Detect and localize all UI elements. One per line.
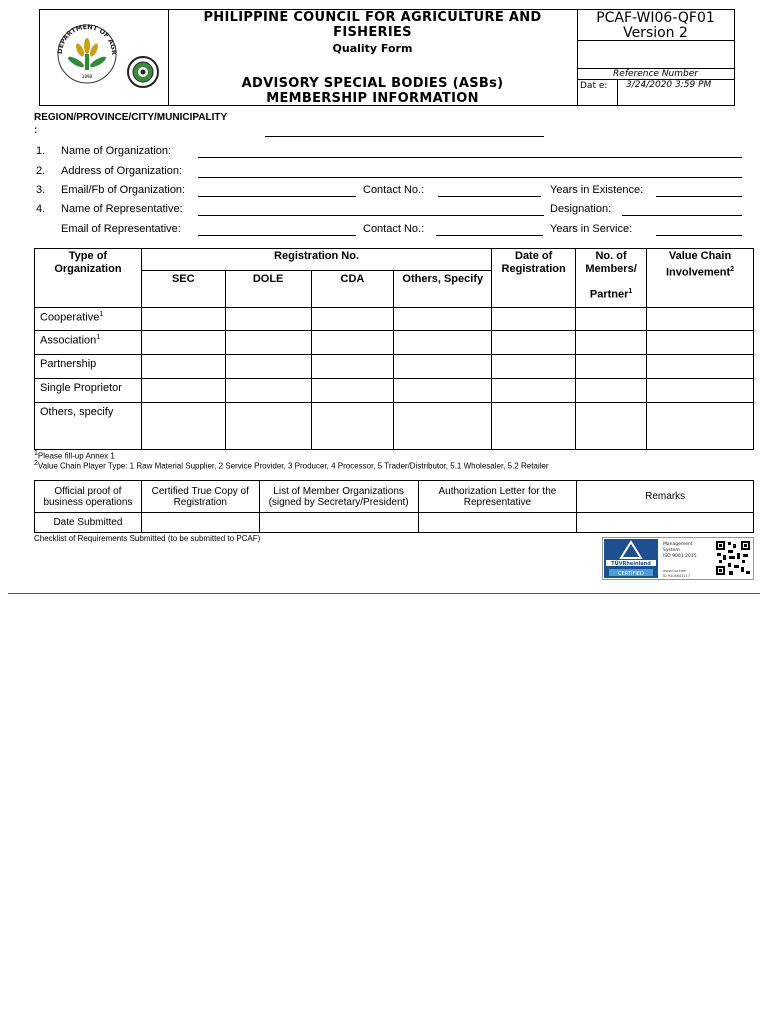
organization-email-line[interactable] [198, 196, 356, 197]
table-cell[interactable] [141, 379, 225, 403]
designation-line[interactable] [622, 215, 742, 216]
region-input-line[interactable] [265, 136, 544, 137]
checklist-col-business-proof: Official proof of business operations [35, 481, 142, 513]
table-cell[interactable] [394, 379, 492, 403]
item-number-2: 2. [36, 165, 46, 177]
svg-text:ID 9108643217: ID 9108643217 [663, 574, 691, 578]
svg-text:System: System [663, 548, 680, 553]
table-cell[interactable] [492, 308, 576, 331]
table-cell[interactable] [394, 308, 492, 331]
table-cell[interactable] [394, 331, 492, 355]
representative-email-label: Email of Representative: [61, 223, 181, 235]
organization-contact-label: Contact No.: [363, 184, 425, 196]
header-title-cell [168, 10, 578, 105]
table-cell[interactable] [311, 403, 394, 450]
checklist-caption: Checklist of Requirements Submitted (to be submitted to PCAF) [34, 534, 261, 543]
table-cell[interactable] [647, 331, 754, 355]
organization-email-label: Email/Fb of Organization: [61, 184, 186, 196]
table-cell[interactable] [577, 513, 754, 533]
sub-col-sec: SEC [141, 271, 225, 308]
table-cell[interactable] [225, 379, 311, 403]
svg-text:ISO 9001:2015: ISO 9001:2015 [663, 554, 697, 559]
form-title [168, 76, 577, 106]
table-row [35, 331, 754, 355]
representative-contact-line[interactable] [436, 235, 543, 236]
table-cell[interactable] [647, 355, 754, 379]
table-row [35, 308, 754, 331]
sub-col-dole: DOLE [225, 271, 311, 308]
table-cell[interactable] [311, 379, 394, 403]
table-cell[interactable] [492, 379, 576, 403]
sub-col-cda: CDA [311, 271, 394, 308]
checklist-col-authorization-letter: Authorization Letter for the Representative [418, 481, 577, 513]
form-title-line1: ADVISORY SPECIAL BODIES (ASBs) [241, 76, 504, 91]
table-cell[interactable] [141, 403, 225, 450]
table-cell[interactable] [225, 355, 311, 379]
sub-col-others: Others, Specify [394, 271, 492, 308]
form-version: Version 2 [623, 25, 688, 41]
reference-number-field[interactable] [577, 41, 734, 69]
organization-address-line[interactable] [198, 177, 742, 178]
table-cell[interactable] [259, 513, 418, 533]
organization-type-table [34, 248, 754, 450]
form-code-value: PCAF-WI06-QF01 [596, 10, 715, 26]
col-type-of-organization: Type of Organization [35, 249, 142, 308]
years-service-label: Years in Service: [550, 223, 633, 235]
svg-text:1898: 1898 [81, 74, 93, 79]
table-cell[interactable] [576, 331, 647, 355]
table-cell[interactable] [141, 355, 225, 379]
page-divider [8, 593, 760, 594]
logo-cell [40, 10, 169, 105]
item-number-3: 3. [36, 184, 46, 196]
table-cell[interactable] [418, 513, 577, 533]
col-members-label: No. of Members/ [585, 250, 637, 275]
region-colon: : [34, 125, 38, 136]
col-members-partner [576, 249, 647, 308]
representative-contact-label: Contact No.: [363, 223, 425, 235]
table-cell[interactable] [576, 308, 647, 331]
form-title-line2: MEMBERSHIP INFORMATION [266, 91, 479, 106]
row-label-single-proprietor: Single Proprietor [35, 379, 142, 403]
table-cell[interactable] [576, 403, 647, 450]
table-row [35, 379, 754, 403]
table-cell[interactable] [576, 379, 647, 403]
form-subtitle: Quality Form [332, 42, 413, 55]
table-row [35, 403, 754, 450]
qr-code-icon [715, 540, 751, 576]
table-cell[interactable] [394, 355, 492, 379]
council-name-line2: FISHERIES [333, 25, 412, 40]
svg-text:DEPARTMENT OF AGRICULTURE: DEPARTMENT OF AGR [55, 22, 119, 56]
svg-text:TÜVRheinland: TÜVRheinland [611, 561, 651, 567]
table-row [35, 513, 754, 533]
table-cell[interactable] [141, 308, 225, 331]
region-label: REGION/PROVINCE/CITY/MUNICIPALITY [34, 112, 228, 123]
department-of-agriculture-logo [40, 10, 168, 105]
date-row [577, 80, 734, 106]
table-cell[interactable] [492, 403, 576, 450]
representative-email-line[interactable] [198, 235, 356, 236]
svg-text:CERTIFIED: CERTIFIED [618, 571, 644, 577]
row-label-partnership: Partnership [35, 355, 142, 379]
table-cell[interactable] [647, 379, 754, 403]
organization-contact-line[interactable] [438, 196, 541, 197]
organization-address-label: Address of Organization: [61, 165, 183, 177]
years-existence-line[interactable] [656, 196, 742, 197]
table-cell[interactable] [492, 331, 576, 355]
checklist-col-ctc-registration: Certified True Copy of Registration [141, 481, 259, 513]
iso-certification-badge [602, 537, 754, 580]
years-existence-label: Years in Existence: [550, 184, 644, 196]
footnote-2: $^2$Value Chain Player Type: 1 Raw Material Supplier, 2 Service Provider, 3 Producer, 4 Processor, 5 Trader/Distributor, 5.1 Wholesaler, 5.2 Retailer [34, 460, 549, 471]
checklist-date-submitted-label: Date Submitted [35, 513, 142, 533]
table-cell[interactable] [647, 403, 754, 450]
table-cell[interactable] [647, 308, 754, 331]
col-date-of-registration: Date of Registration [492, 249, 576, 308]
footnote-1: $^1$Please fill-up Annex 1 [34, 450, 115, 461]
table-cell[interactable] [311, 308, 394, 331]
reference-number-label: Reference Number [577, 69, 734, 80]
years-service-line[interactable] [656, 235, 742, 236]
designation-label: Designation: [550, 203, 612, 215]
item-number-4: 4. [36, 203, 46, 215]
header-code-cell [577, 10, 734, 105]
checklist-table [34, 480, 754, 533]
table-row [35, 355, 754, 379]
table-cell[interactable] [576, 355, 647, 379]
checklist-col-remarks: Remarks [577, 481, 754, 513]
table-cell[interactable] [225, 308, 311, 331]
col-partner-label: Partner$^1$ [589, 288, 633, 301]
table-cell[interactable] [141, 331, 225, 355]
organization-name-line[interactable] [198, 157, 742, 158]
council-name-line1: PHILIPPINE COUNCIL FOR AGRICULTURE AND [203, 10, 542, 25]
tuv-rheinland-logo [603, 538, 753, 579]
organization-name-label: Name of Organization: [61, 145, 172, 157]
row-label-association: Association$^1$ [35, 331, 142, 355]
date-value: 3/24/2020 3:59 PM [617, 80, 711, 106]
table-cell[interactable] [311, 331, 394, 355]
representative-name-line[interactable] [198, 215, 544, 216]
table-cell[interactable] [141, 513, 259, 533]
form-code [577, 10, 734, 41]
form-header [39, 9, 735, 106]
representative-name-label: Name of Representative: [61, 203, 183, 215]
table-cell[interactable] [225, 403, 311, 450]
col-registration-no: Registration No. [141, 249, 491, 271]
svg-text:www.tuv.com: www.tuv.com [663, 569, 687, 573]
row-label-others: Others, specify [35, 403, 142, 450]
checklist-col-member-list: List of Member Organizations (signed by Secretary/President) [259, 481, 418, 513]
row-label-cooperative: Cooperative$^1$ [35, 308, 142, 331]
date-label: Dat e: [580, 81, 608, 91]
item-number-1: 1. [36, 145, 46, 157]
table-cell[interactable] [311, 355, 394, 379]
table-cell[interactable] [394, 403, 492, 450]
col-value-chain: Value Chain Involvement$^2$ [647, 249, 754, 308]
table-cell[interactable] [492, 355, 576, 379]
table-cell[interactable] [225, 331, 311, 355]
svg-text:Management: Management [663, 542, 693, 547]
